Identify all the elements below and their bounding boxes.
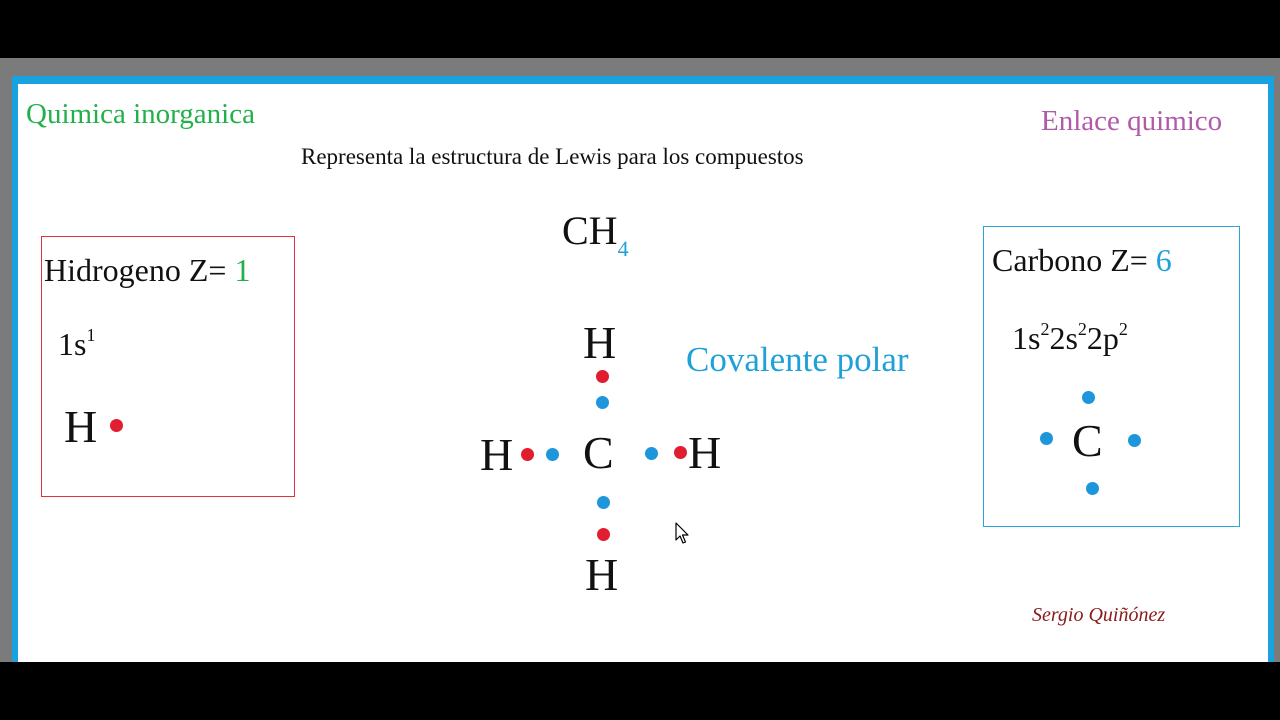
electron-dot-c-left — [546, 448, 559, 461]
carbon-config-base-0: 1s — [1012, 320, 1041, 356]
mouse-pointer-icon — [675, 522, 691, 546]
carbon-info-label — [992, 242, 1172, 279]
compound-formula — [562, 207, 629, 261]
lewis-hydrogen-bottom: H — [585, 549, 619, 600]
hydrogen-valence-electron-dot — [110, 419, 123, 432]
electron-dot-h-left — [521, 448, 534, 461]
hydrogen-z-value: 1 — [234, 252, 251, 288]
electron-dot-h-top — [596, 370, 609, 383]
hydrogen-label: Hidrogeno Z= — [44, 252, 227, 288]
hydrogen-config-base-0: 1s — [58, 326, 87, 362]
lewis-hydrogen-left: H — [480, 429, 514, 480]
carbon-electron-config — [1012, 320, 1128, 357]
carbon-label: Carbono Z= — [992, 242, 1148, 278]
formula-base: CH — [562, 208, 618, 253]
lewis-hydrogen-right: H — [688, 427, 722, 478]
window-gray-band — [0, 58, 1280, 78]
electron-dot-c-top — [596, 396, 609, 409]
instruction-text: Representa la estructura de Lewis para los compuestos — [301, 144, 804, 169]
carbon-config-base-1: 2s — [1049, 320, 1078, 356]
hydrogen-symbol: H — [64, 401, 98, 452]
lewis-hydrogen-top: H — [583, 317, 617, 368]
carbon-config-exp-2: 2 — [1118, 319, 1128, 339]
bond-type-label: Covalente polar — [686, 340, 909, 379]
hydrogen-info-label — [44, 252, 250, 289]
carbon-config-base-2: 2p — [1086, 320, 1119, 356]
lewis-carbon-center: C — [583, 427, 614, 478]
electron-dot-c-right — [645, 447, 658, 460]
electron-dot-h-bottom — [597, 528, 610, 541]
carbon-config-exp-1: 2 — [1077, 319, 1087, 339]
carbon-z-value: 6 — [1155, 242, 1172, 278]
hydrogen-electron-config — [58, 326, 95, 363]
letterbox-top — [0, 0, 1280, 58]
carbon-electron-dot-bottom — [1086, 482, 1099, 495]
carbon-config-exp-0: 2 — [1040, 319, 1050, 339]
course-title: Quimica inorganica — [26, 98, 255, 130]
carbon-electron-dot-right — [1128, 434, 1141, 447]
hydrogen-config-exp-0: 1 — [86, 325, 96, 345]
carbon-electron-dot-left — [1040, 432, 1053, 445]
letterbox-bottom — [0, 662, 1280, 720]
electron-dot-h-right — [674, 446, 687, 459]
carbon-electron-dot-top — [1082, 391, 1095, 404]
carbon-symbol: C — [1072, 415, 1103, 466]
window-gray-left — [0, 58, 12, 662]
formula-subscript: 4 — [617, 236, 629, 261]
author-signature: Sergio Quiñónez — [1032, 604, 1166, 626]
topic-title: Enlace quimico — [1041, 105, 1223, 137]
electron-dot-c-bottom — [597, 496, 610, 509]
